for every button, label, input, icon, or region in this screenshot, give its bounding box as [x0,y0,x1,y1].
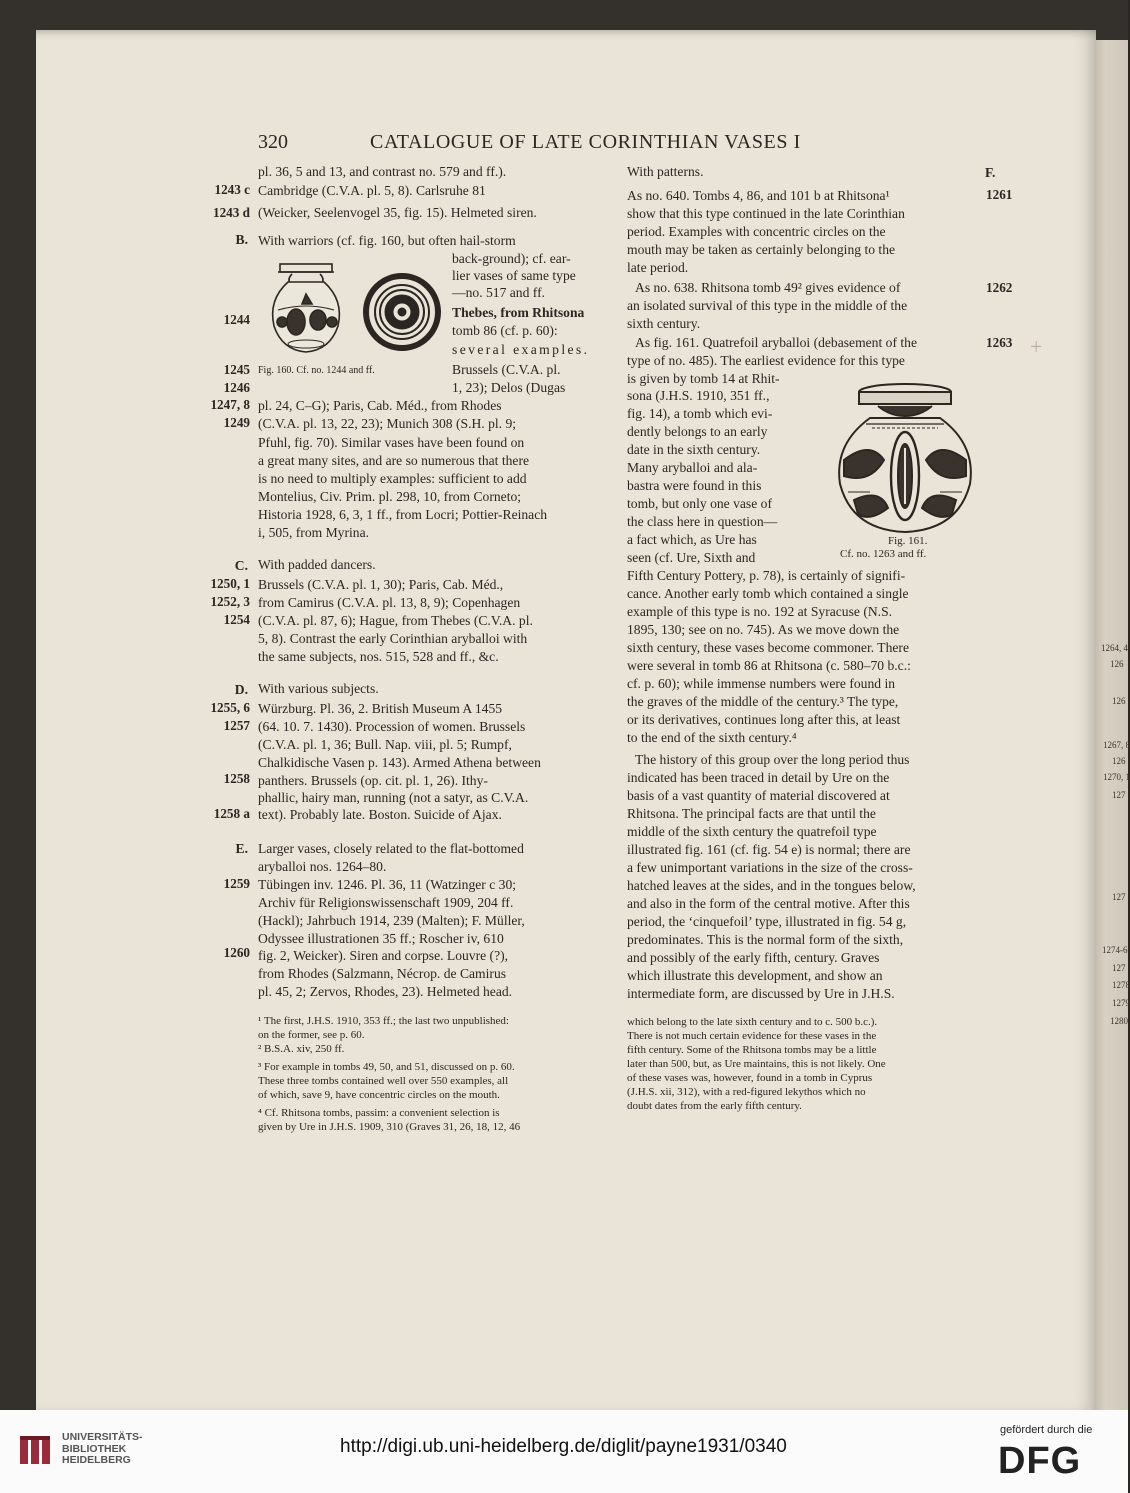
permalink-url[interactable]: http://digi.ub.uni-heidelberg.de/diglit/payne1931/0340 [340,1436,787,1457]
text-line: example of this type is no. 192 at Syracuse (N.S. [627,604,893,619]
library-name: UNIVERSITÄTS- BIBLIOTHEK HEIDELBERG [62,1431,143,1466]
funding-note: gefördert durch die [1000,1424,1093,1436]
pencil-mark: + [1030,334,1043,359]
catalogue-number: 1258 [223,771,250,786]
text-line: 1, 23); Delos (Dugas [452,380,566,395]
text-line: Odyssee illustrationen 35 ff.; Roscher iv, 610 [258,931,504,946]
text-line: from Rhodes (Salzmann, Nécrop. de Camirus [258,966,507,981]
text-line: period. Examples with concentric circles on the [627,224,886,239]
next-page-number: 1270, 1 [1103,772,1130,782]
catalogue-number: 1257 [223,718,250,733]
next-page-number: 1279 [1112,998,1130,1008]
footnote-line: on the former, see p. 60. [258,1029,365,1041]
text-line: indicated has been traced in detail by Ure on the [627,770,890,785]
footnote-line: of these vases was, however, found in a tomb in Cyprus [627,1072,873,1084]
text-line: several examples. [452,342,590,357]
text-line: (64. 10. 7. 1430). Procession of women. Brussels [258,719,526,734]
catalogue-number: 1243 d [212,205,250,220]
footnote-line: which belong to the late sixth century and to c. 500 b.c.). [627,1016,878,1028]
text-line: intermediate form, are discussed by Ure in J.H.S. [627,986,895,1001]
text-line: to the end of the sixth century.⁴ [627,730,797,745]
text-line: cf. p. 60); while immense numbers were found in [627,676,896,691]
catalogue-number: 1243 c [214,182,250,197]
text-line: Historia 1928, 6, 3, 1 ff., from Locri; Pottier-Reinach [258,507,548,522]
running-title: CATALOGUE OF LATE CORINTHIAN VASES I [370,131,801,153]
text-line: fig. 2, Weicker). Siren and corpse. Louvre (?), [258,948,509,963]
text-line: sixth century. [627,316,701,331]
text-line: an isolated survival of this type in the middle of the [627,298,908,313]
text-line: the class here in question— [627,514,778,529]
text-line: which illustrate this development, and show an [627,968,883,983]
text-line: text). Probably late. Boston. Suicide of Ajax. [258,807,502,822]
figure-161-caption: Cf. no. 1263 and ff. [840,548,927,560]
text-line: Montelius, Civ. Prim. pl. 298, 10, from Corneto; [258,489,522,504]
text-line: —no. 517 and ff. [452,285,546,300]
section-letter: D. [234,682,248,697]
text-line: is no need to multiply examples: sufficient to add [258,471,527,486]
text-line: As no. 640. Tombs 4, 86, and 101 b at Rhitsona¹ [627,188,890,203]
figure-161-caption: Fig. 161. [888,535,928,547]
catalogue-number: 1262 [986,280,1013,295]
footnote-line: of which, save 9, have concentric circles on the mouth. [258,1089,500,1101]
catalogue-number: 1259 [223,876,250,891]
text-line: As fig. 161. Quatrefoil aryballoi (debasement of the [635,335,917,350]
figure-160-vases [262,260,448,360]
footnote-line: given by Ure in J.H.S. 1909, 310 (Graves 31, 26, 18, 12, 46 [258,1121,521,1133]
section-letter: B. [235,232,248,247]
next-page-number: 127 [1112,790,1126,800]
text-line: Larger vases, closely related to the flat-bottomed [258,841,524,856]
text-line: With patterns. [627,164,704,179]
library-logo-icon [18,1432,54,1468]
text-line: With warriors (cf. fig. 160, but often hail-storm [258,233,516,248]
catalogue-number: 1249 [223,415,250,430]
text-line: predominates. This is the normal form of the sixth, [627,932,904,947]
text-line: Cambridge (C.V.A. pl. 5, 8). Carlsruhe 81 [258,183,486,198]
text-line: Pfuhl, fig. 70). Similar vases have been found on [258,435,525,450]
footnote-line: These three tombs contained well over 550 examples, all [258,1075,509,1087]
page-number: 320 [258,131,288,153]
text-line: Brussels (C.V.A. pl. 1, 30); Paris, Cab. Méd., [258,577,504,592]
text-line: pl. 45, 2; Zervos, Rhodes, 23). Helmeted head. [258,984,513,999]
text-line: from Camirus (C.V.A. pl. 13, 8, 9); Copenhagen [258,595,521,610]
text-line: the same subjects, nos. 515, 528 and ff., &c. [258,649,499,664]
text-line: pl. 24, C–G); Paris, Cab. Méd., from Rhodes [258,398,502,413]
next-page-number: 126 [1112,756,1126,766]
catalogue-number: 1260 [223,945,250,960]
next-page-number: 1280 [1110,1016,1128,1026]
text-line: late period. [627,260,689,275]
text-line: back-ground); cf. ear- [452,251,571,266]
footnote-line: ² B.S.A. xiv, 250 ff. [258,1043,345,1055]
next-page-number: 127 [1112,892,1126,902]
text-line: 5, 8). Contrast the early Corinthian aryballoi with [258,631,528,646]
text-line: hatched leaves at the sides, and in the tongues below, [627,878,916,893]
text-line: With padded dancers. [258,557,376,572]
text-line: illustrated fig. 161 (cf. fig. 54 e) is normal; there are [627,842,911,857]
text-line: (Hackl); Jahrbuch 1914, 239 (Malten); F. Müller, [258,913,525,928]
next-page-number: 1278 [1112,980,1130,990]
text-line: tomb 86 (cf. p. 60): [452,323,558,338]
text-line: tomb, but only one vase of [627,496,772,511]
text-line: sixth century, these vases become commoner. There [627,640,909,655]
footnote-line: later than 500, but, as Ure maintains, this is not likely. One [627,1058,886,1070]
catalogue-number: 1246 [223,380,250,395]
text-line: The history of this group over the long period thus [635,752,910,767]
text-line: (Weicker, Seelenvogel 35, fig. 15). Helmeted siren. [258,205,537,220]
text-line: type of no. 485). The earliest evidence for this type [627,353,905,368]
text-line: Chalkidische Vasen p. 143). Armed Athena between [258,755,541,770]
text-line: Fifth Century Pottery, p. 78), is certainly of signifi- [627,568,906,583]
next-page-number: 1274-6 [1102,945,1128,955]
text-line: middle of the sixth century the quatrefoil type [627,824,877,839]
text-line: pl. 36, 5 and 13, and contrast no. 579 and ff.). [258,164,507,179]
footnote-line: ³ For example in tombs 49, 50, and 51, discussed on p. 60. [258,1061,515,1073]
section-letter: C. [234,558,248,573]
text-line: the graves of the middle of the century.³ The type, [627,694,899,709]
catalogue-number: 1263 [986,335,1013,350]
text-line: 1895, 130; see on no. 745). As we move down the [627,622,900,637]
text-line: (C.V.A. pl. 87, 6); Hague, from Thebes (C.V.A. pl. [258,613,533,628]
catalogue-number: 1258 a [213,806,250,821]
text-line: basis of a vast quantity of material discovered at [627,788,890,803]
text-line: As no. 638. Rhitsona tomb 49² gives evidence of [635,280,901,295]
catalogue-number: 1252, 3 [210,594,250,609]
text-line: phallic, hairy man, running (not a satyr, as C.V.A. [258,790,529,805]
text-line: Many aryballoi and ala- [627,460,758,475]
text-line: date in the sixth century. [627,442,761,457]
text-line: sona (J.H.S. 1910, 351 ff., [627,388,770,403]
text-line: and possibly of the early fifth, century. Graves [627,950,880,965]
footnote-line: fifth century. Some of the Rhitsona tombs may be a little [627,1044,877,1056]
text-line: With various subjects. [258,681,379,696]
section-letter: E. [235,841,248,856]
text-line: is given by tomb 14 at Rhit- [627,371,780,386]
text-line: a few unimportant variations in the size of the cross- [627,860,913,875]
catalogue-number: 1261 [986,187,1013,202]
dfg-logo: DFG [998,1440,1082,1482]
text-line: aryballoi nos. 1264–80. [258,859,387,874]
section-letter: F. [985,165,996,180]
text-line: a great many sites, and are so numerous that there [258,453,530,468]
catalogue-number: 1247, 8 [210,397,250,412]
text-line: or its derivatives, continues long after this, at least [627,712,901,727]
catalogue-number: 1254 [223,612,250,627]
text-line: seen (cf. Ure, Sixth and [627,550,756,565]
text-line: bastra were found in this [627,478,762,493]
text-line: Brussels (C.V.A. pl. [452,362,561,377]
text-line: dently belongs to an early [627,424,768,439]
text-line: panthers. Brussels (op. cit. pl. 1, 26). Ithy- [258,773,488,788]
text-line: a fact which, as Ure has [627,532,757,547]
figure-161-aryballos [830,380,980,540]
text-line: Würzburg. Pl. 36, 2. British Museum A 1455 [258,701,503,716]
catalogue-number: 1250, 1 [210,576,250,591]
catalogue-number: 1245 [223,362,250,377]
text-line: fig. 14), a tomb which evi- [627,406,773,421]
text-line: (C.V.A. pl. 13, 22, 23); Munich 308 (S.H. pl. 9; [258,416,517,431]
text-line: Thebes, from Rhitsona [452,305,585,320]
text-line: and also in the form of the central motive. After this [627,896,910,911]
text-line: i, 505, from Myrina. [258,525,370,540]
catalogue-number: 1244 [223,312,250,327]
text-line: (C.V.A. pl. 1, 36; Bull. Nap. viii, pl. 5; Rumpf, [258,737,512,752]
text-line: were several in tomb 86 at Rhitsona (c. 580–70 b.c.: [627,658,911,673]
text-line: Tübingen inv. 1246. Pl. 36, 11 (Watzinger c 30; [258,877,517,892]
footnote-line: ¹ The first, J.H.S. 1910, 353 ff.; the last two unpublished: [258,1015,509,1027]
next-page-number: 127 [1112,963,1126,973]
footnote-line: doubt dates from the early fifth century. [627,1100,802,1112]
text-line: Archiv für Religionswissenschaft 1909, 204 ff. [258,895,514,910]
catalogue-number: 1255, 6 [210,700,250,715]
text-line: cance. Another early tomb which contained a single [627,586,909,601]
text-line: Rhitsona. The principal facts are that until the [627,806,876,821]
text-line: show that this type continued in the late Corinthian [627,206,905,221]
next-page-number: 126 [1112,696,1126,706]
footnote-line: (J.H.S. xii, 312), with a red-figured lekythos which no [627,1086,866,1098]
footnote-line: There is not much certain evidence for these vases in the [627,1030,877,1042]
next-page-number: 126 [1110,659,1124,669]
text-line: mouth may be taken as certainly belonging to the [627,242,896,257]
next-page-number: 1264, 4 [1101,643,1128,653]
next-page-number: 1267, 8 [1103,740,1130,750]
text-line: period, the ‘cinquefoil’ type, illustrated in fig. 54 g, [627,914,907,929]
text-line: lier vases of same type [452,268,576,283]
figure-160-caption: Fig. 160. Cf. no. 1244 and ff. [258,365,375,376]
footnote-line: ⁴ Cf. Rhitsona tombs, passim: a convenient selection is [258,1107,500,1119]
